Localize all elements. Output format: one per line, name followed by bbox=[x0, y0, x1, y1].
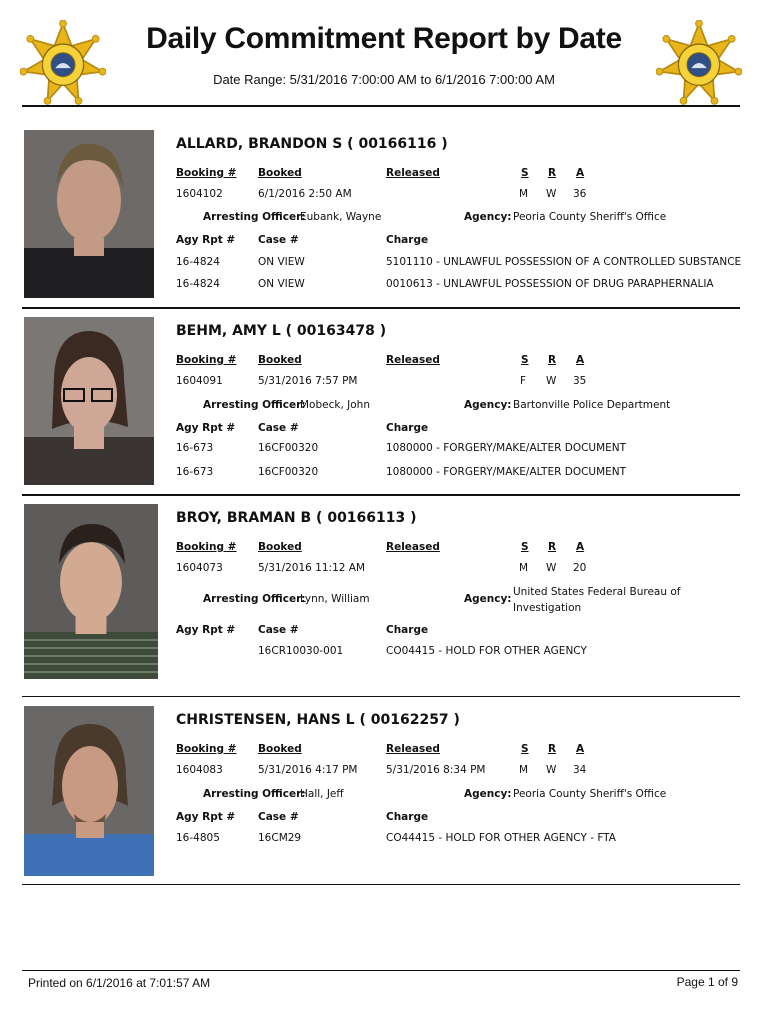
booked-header: Booked bbox=[258, 354, 302, 366]
age-value: 20 bbox=[573, 562, 587, 574]
printed-timestamp: Printed on 6/1/2016 at 7:01:57 AM bbox=[28, 976, 211, 990]
race-header: R bbox=[548, 167, 557, 179]
charge-header: Charge bbox=[386, 811, 429, 823]
record-divider bbox=[22, 696, 740, 697]
race-value: W bbox=[546, 188, 557, 200]
age-header: A bbox=[576, 743, 585, 755]
released-header: Released bbox=[386, 354, 440, 366]
sex-header: S bbox=[521, 541, 529, 553]
case-header: Case # bbox=[258, 422, 299, 434]
booked-date: 5/31/2016 4:17 PM bbox=[258, 764, 358, 776]
charge: 1080000 - FORGERY/MAKE/ALTER DOCUMENT bbox=[386, 442, 627, 454]
arresting-officer-label: Arresting Officer: bbox=[203, 788, 306, 800]
arresting-officer: Hall, Jeff bbox=[300, 788, 344, 800]
charge: 5101110 - UNLAWFUL POSSESSION OF A CONTROLLED SUBSTANCE bbox=[386, 256, 742, 268]
booking-header: Booking # bbox=[176, 167, 237, 179]
agy-rpt: 16-4805 bbox=[176, 832, 220, 844]
charge-header: Charge bbox=[386, 422, 429, 434]
agency: Peoria County Sheriff's Office bbox=[513, 788, 667, 800]
race-header: R bbox=[548, 541, 557, 553]
age-value: 35 bbox=[573, 375, 587, 387]
case-number: 16CF00320 bbox=[258, 442, 319, 454]
case-number: 16CM29 bbox=[258, 832, 302, 844]
report-header bbox=[0, 0, 768, 108]
booking-header: Booking # bbox=[176, 541, 237, 553]
race-value: W bbox=[546, 764, 557, 776]
arresting-officer: Eubank, Wayne bbox=[300, 211, 382, 223]
sheriff-badge-icon bbox=[656, 20, 742, 106]
released-header: Released bbox=[386, 167, 440, 179]
agency: Peoria County Sheriff's Office bbox=[513, 211, 667, 223]
mugshot-photo bbox=[24, 504, 158, 679]
agency: United States Federal Bureau of Investigation bbox=[513, 586, 681, 614]
charge-header: Charge bbox=[386, 234, 429, 246]
agy-rpt-header: Agy Rpt # bbox=[176, 234, 236, 246]
booked-header: Booked bbox=[258, 541, 302, 553]
booking-number: 1604083 bbox=[176, 764, 223, 776]
booked-date: 5/31/2016 7:57 PM bbox=[258, 375, 358, 387]
arresting-officer: Mobeck, John bbox=[300, 399, 370, 411]
mugshot-photo bbox=[24, 130, 154, 298]
charge: CO04415 - HOLD FOR OTHER AGENCY bbox=[386, 645, 587, 657]
case-number: ON VIEW bbox=[258, 278, 305, 290]
inmate-name: CHRISTENSEN, HANS L ( 00162257 ) bbox=[176, 712, 460, 728]
race-value: W bbox=[546, 375, 557, 387]
sex-header: S bbox=[521, 167, 529, 179]
race-value: W bbox=[546, 562, 557, 574]
released-header: Released bbox=[386, 743, 440, 755]
booking-header: Booking # bbox=[176, 354, 237, 366]
sex-value: M bbox=[519, 562, 529, 574]
booked-header: Booked bbox=[258, 743, 302, 755]
age-header: A bbox=[576, 541, 585, 553]
sex-value: M bbox=[519, 764, 529, 776]
inmate-name: ALLARD, BRANDON S ( 00166116 ) bbox=[176, 136, 448, 152]
sex-value: M bbox=[519, 188, 529, 200]
charge: 1080000 - FORGERY/MAKE/ALTER DOCUMENT bbox=[386, 466, 627, 478]
age-header: A bbox=[576, 354, 585, 366]
mugshot-photo bbox=[24, 317, 154, 485]
sex-value: F bbox=[520, 375, 527, 387]
race-header: R bbox=[548, 743, 557, 755]
case-number: 16CR10030-001 bbox=[258, 645, 344, 657]
age-header: A bbox=[576, 167, 585, 179]
inmate-name: BROY, BRAMAN B ( 00166113 ) bbox=[176, 510, 417, 526]
sex-header: S bbox=[521, 354, 529, 366]
agency-label: Agency: bbox=[464, 788, 512, 800]
footer-divider bbox=[22, 970, 740, 971]
record-divider bbox=[22, 884, 740, 885]
arresting-officer-label: Arresting Officer: bbox=[203, 399, 306, 411]
booked-header: Booked bbox=[258, 167, 302, 179]
date-range: Date Range: 5/31/2016 7:00:00 AM to 6/1/2016 7:00:00 AM bbox=[213, 72, 555, 87]
case-number: 16CF00320 bbox=[258, 466, 319, 478]
booking-number: 1604091 bbox=[176, 375, 223, 387]
agy-rpt: 16-4824 bbox=[176, 278, 220, 290]
agy-rpt: 16-673 bbox=[176, 442, 214, 454]
agency: Bartonville Police Department bbox=[513, 399, 671, 411]
record-divider bbox=[22, 307, 740, 309]
arresting-officer-label: Arresting Officer: bbox=[203, 211, 306, 223]
booked-date: 5/31/2016 11:12 AM bbox=[258, 562, 366, 574]
case-number: ON VIEW bbox=[258, 256, 305, 268]
agy-rpt: 16-4824 bbox=[176, 256, 220, 268]
page-number: Page 1 of 9 bbox=[676, 975, 738, 989]
report-title: Daily Commitment Report by Date bbox=[146, 22, 622, 55]
age-value: 36 bbox=[573, 188, 587, 200]
released-header: Released bbox=[386, 541, 440, 553]
charge-header: Charge bbox=[386, 624, 429, 636]
arresting-officer: Lynn, William bbox=[300, 593, 370, 605]
agy-rpt-header: Agy Rpt # bbox=[176, 811, 236, 823]
case-header: Case # bbox=[258, 811, 299, 823]
record-divider bbox=[22, 494, 740, 496]
booked-date: 6/1/2016 2:50 AM bbox=[258, 188, 352, 200]
agy-rpt: 16-673 bbox=[176, 466, 214, 478]
agy-rpt-header: Agy Rpt # bbox=[176, 624, 236, 636]
charge: 0010613 - UNLAWFUL POSSESSION OF DRUG PARAPHERNALIA bbox=[386, 278, 714, 290]
inmate-name: BEHM, AMY L ( 00163478 ) bbox=[176, 323, 387, 339]
sex-header: S bbox=[521, 743, 529, 755]
charge: CO44415 - HOLD FOR OTHER AGENCY - FTA bbox=[386, 832, 616, 844]
booking-number: 1604102 bbox=[176, 188, 223, 200]
agency-label: Agency: bbox=[464, 211, 512, 223]
case-header: Case # bbox=[258, 234, 299, 246]
released-date: 5/31/2016 8:34 PM bbox=[386, 764, 486, 776]
age-value: 34 bbox=[573, 764, 587, 776]
case-header: Case # bbox=[258, 624, 299, 636]
arresting-officer-label: Arresting Officer: bbox=[203, 593, 306, 605]
mugshot-photo bbox=[24, 706, 154, 876]
agy-rpt-header: Agy Rpt # bbox=[176, 422, 236, 434]
booking-number: 1604073 bbox=[176, 562, 223, 574]
booking-header: Booking # bbox=[176, 743, 237, 755]
race-header: R bbox=[548, 354, 557, 366]
agency-label: Agency: bbox=[464, 399, 512, 411]
agency-label: Agency: bbox=[464, 593, 512, 605]
header-divider bbox=[22, 105, 740, 107]
